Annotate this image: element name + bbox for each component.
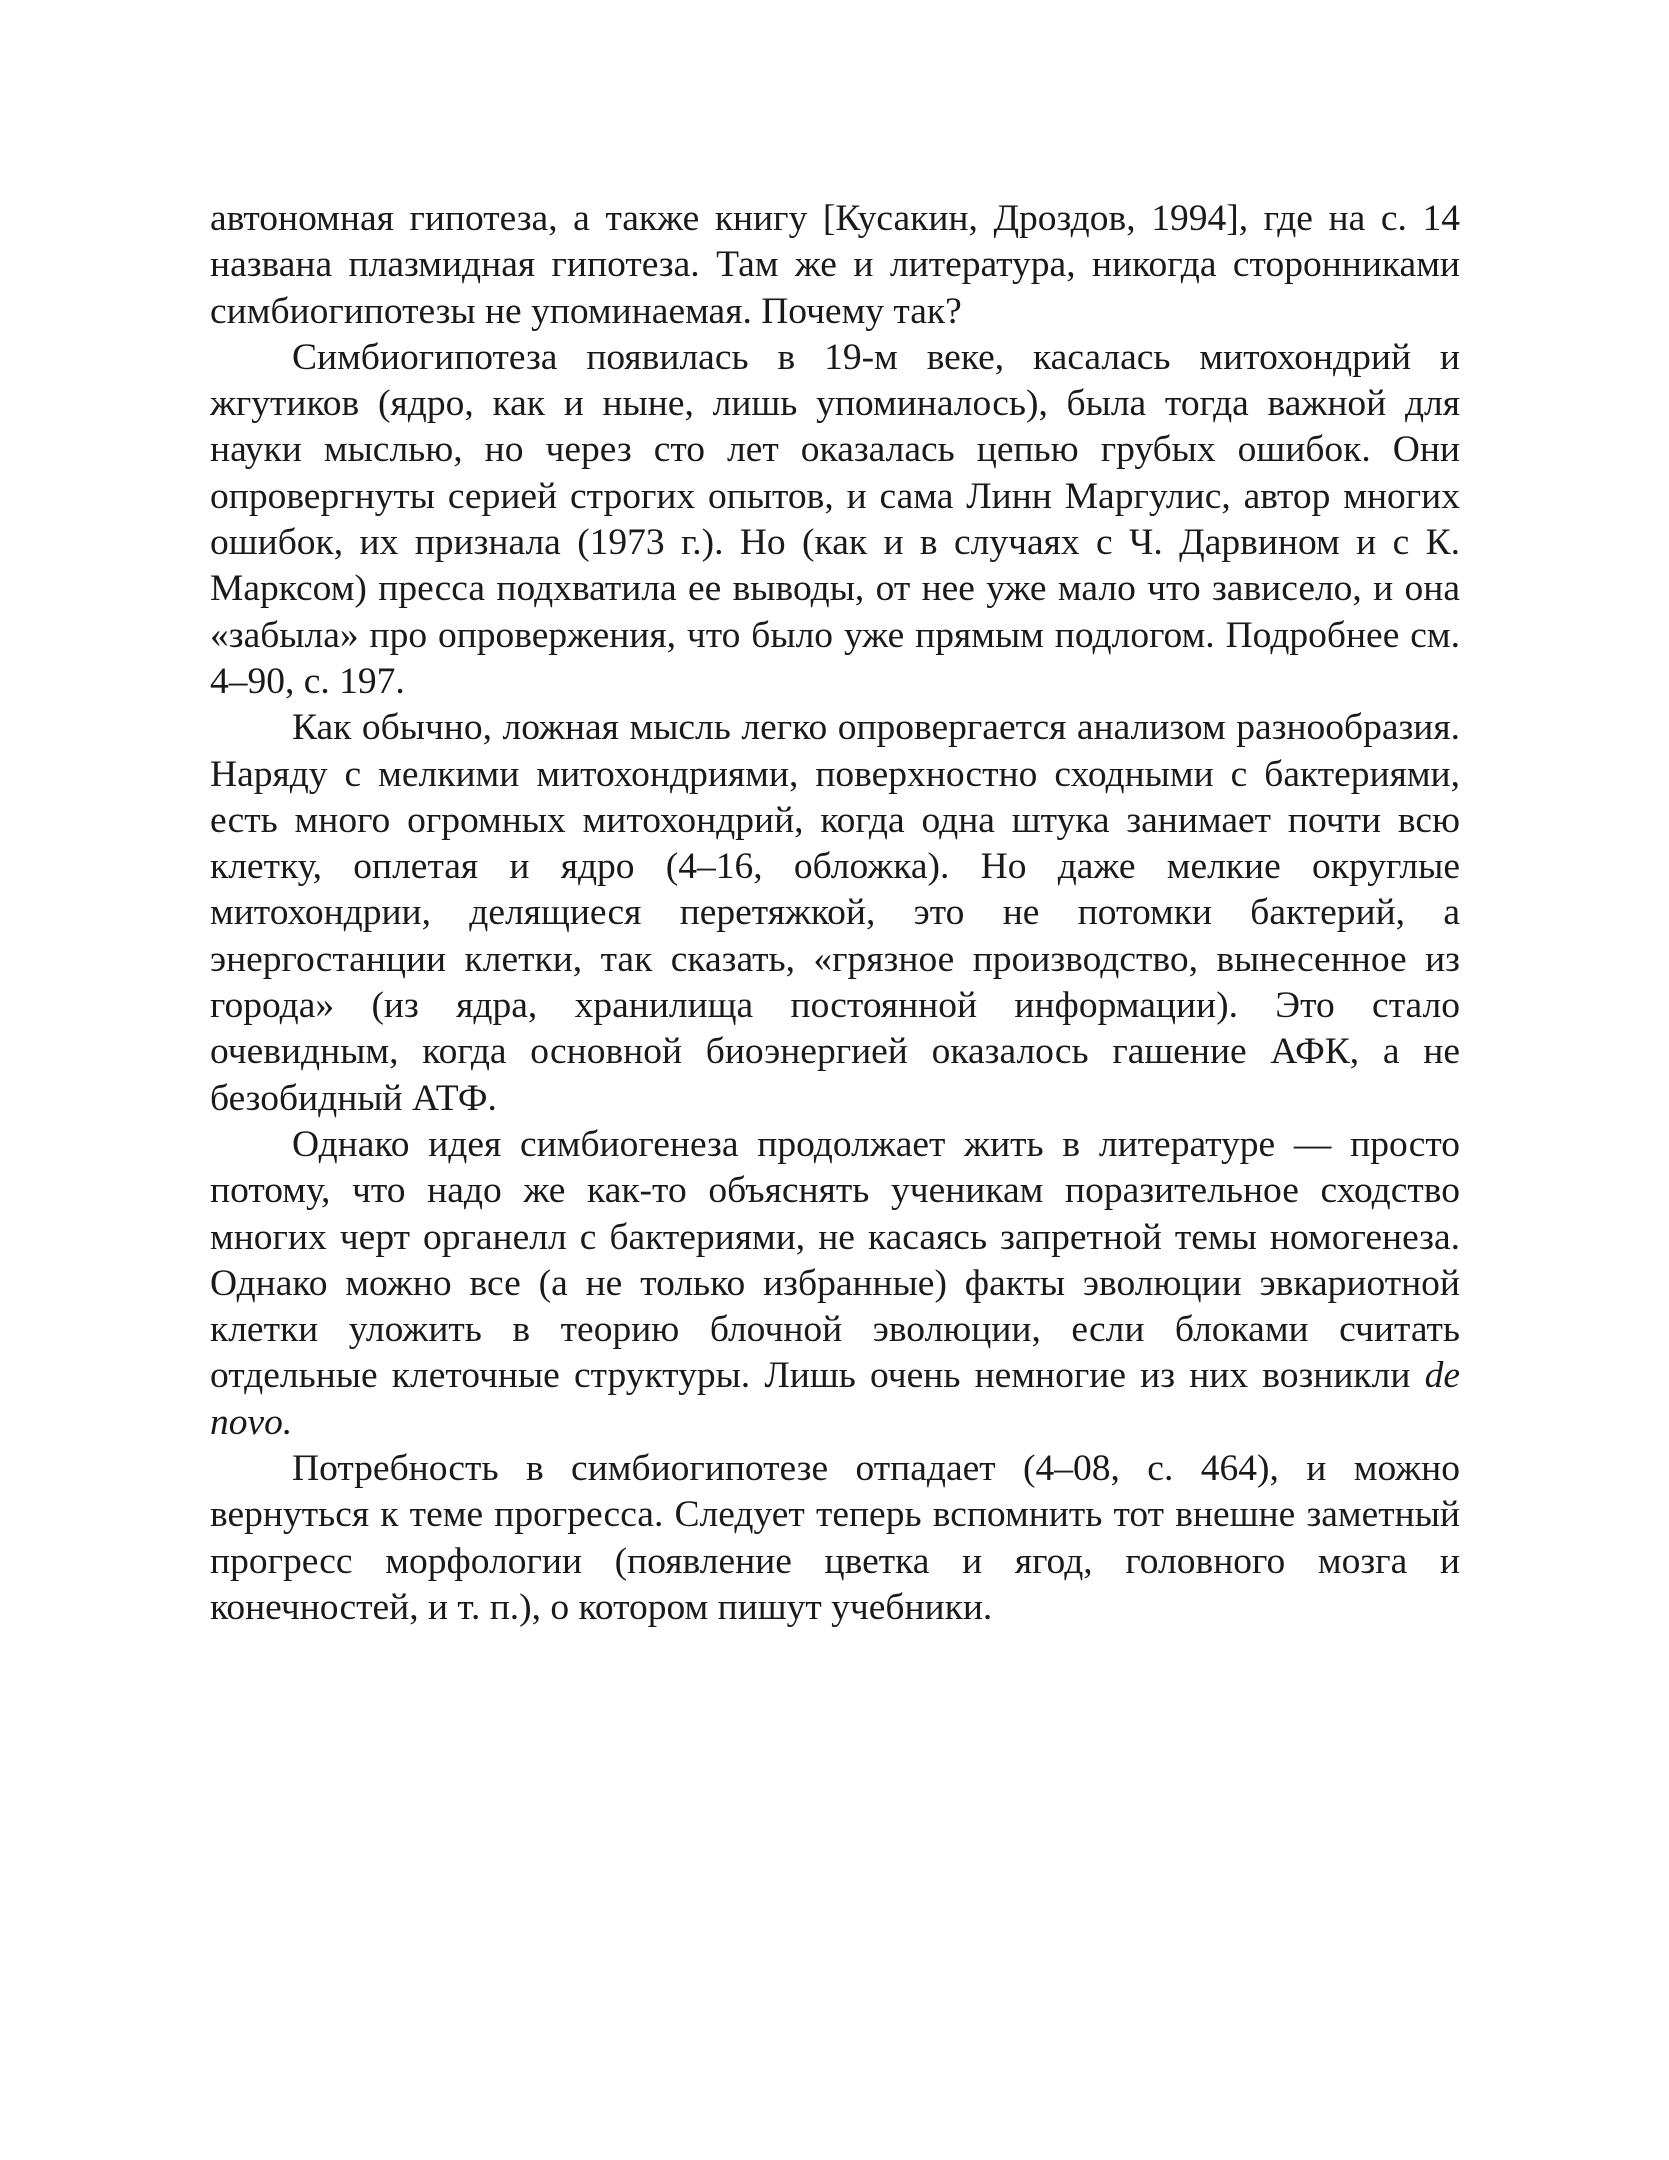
paragraph-4-text: Однако идея симбиогенеза продолжает жить в литературе — просто потому, что надо же как-то объяснять ученикам поразительное сходство многих черт органелл с бактериями, не касаясь запретной темы номогенеза. Однако можно все (а не только избранные) факты эволюции эвкариотной клетки уложить в теорию блочной эволюции, если блоками считать отдельные клеточные структуры. Лишь очень немногие из них возникли — [210, 1123, 1460, 1397]
paragraph-2-text: Симбиогипотеза появилась в 19-м веке, касалась митохондрий и жгутиков (ядро, как и ныне, лишь упоминалось), была тогда важной для науки мыслью, но через сто лет оказалась цепью грубых ошибок. Они опровергнуты серией строгих опытов, и сама Линн Маргулис, автор многих ошибок, их признала (1973 г.). Но (как и в случаях с Ч. Дарвином и с К. Марксом) пресса подхватила ее выводы, от нее уже мало что зависело, и она «забыла» про опровержения, что было уже прямым подлогом. Подробнее см. 4–90, с. 197. — [210, 336, 1460, 702]
document-page — [210, 196, 1460, 1631]
paragraph-3-text: Как обычно, ложная мысль легко опровергается анализом разнообразия. Наряду с мелкими митохондриями, поверхностно сходными с бактериями, есть много огромных митохондрий, когда одна штука занимает почти всю клетку, оплетая и ядро (4–16, обложка). Но даже мелкие округлые митохондрии, делящиеся перетяжкой, это не потомки бактерий, а энергостанции клетки, так сказать, «грязное производство, вынесенное из города» (из ядра, хранилища постоянной информации). Это стало очевидным, когда основной биоэнергией оказалось гашение АФК, а не безобидный АТФ. — [210, 707, 1460, 1119]
paragraph-4-italic-term: de novo. — [210, 1355, 1461, 1443]
paragraph-3 — [210, 705, 1460, 1122]
paragraph-2 — [210, 335, 1460, 705]
paragraph-5-text: Потребность в симбиогипотезе отпадает (4–08, с. 464), и можно вернуться к теме прогресса. Следует теперь вспомнить тот внешне заметный прогресс морфологии (появление цветка и ягод, головного мозга и конечностей, и т. п.), о котором пишут учебники. — [210, 1448, 1460, 1628]
paragraph-4 — [210, 1122, 1460, 1446]
paragraph-1 — [210, 196, 1460, 335]
paragraph-5 — [210, 1446, 1460, 1631]
paragraph-1-text: автономная гипотеза, а также книгу [Кусакин, Дроздов, 1994], где на с. 14 названа плазмидная гипотеза. Там же и литература, никогда сторонниками симбиогипотезы не упоминаемая. Почему так? — [210, 198, 1460, 332]
